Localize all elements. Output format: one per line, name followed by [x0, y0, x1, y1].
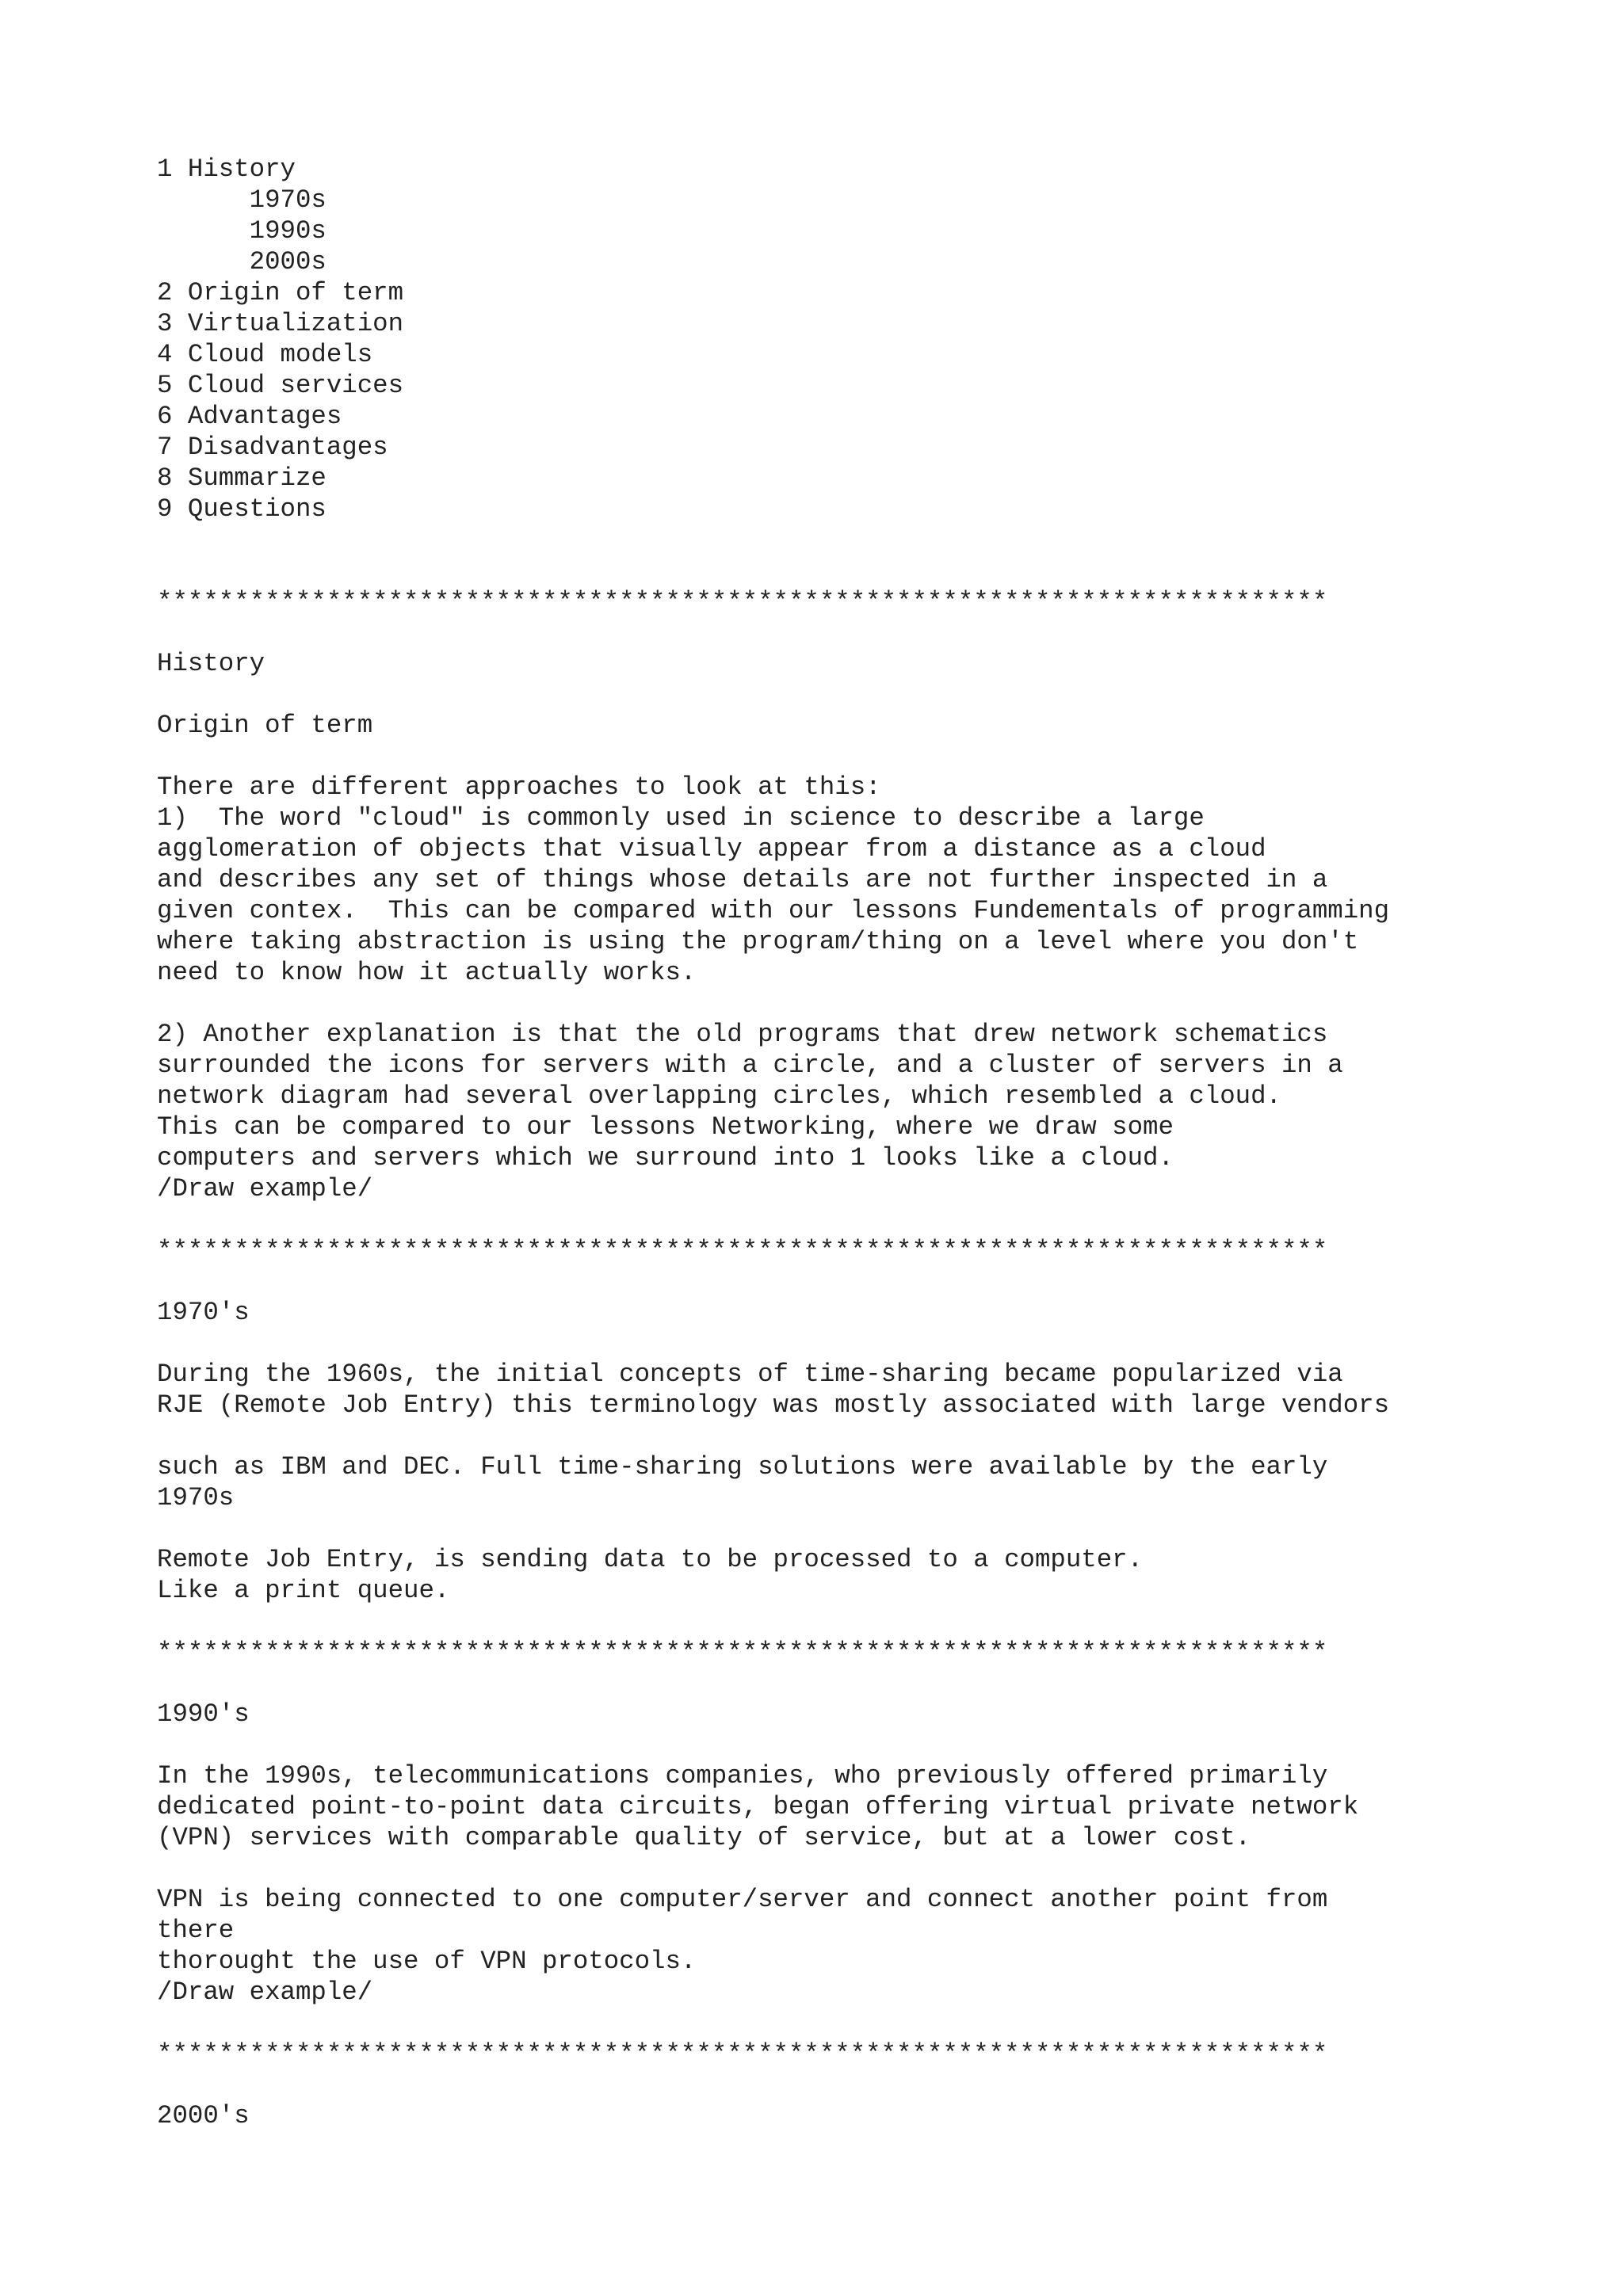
text-line: 1 History: [157, 154, 296, 184]
text-line: surrounded the icons for servers with a circle, and a cluster of servers in a: [157, 1051, 1343, 1080]
text-line: [157, 1421, 1599, 1451]
text-line: 2) Another explanation is that the old programs that drew network schematics: [157, 1020, 1328, 1049]
text-line: [157, 1328, 1599, 1359]
text-line: [157, 1606, 1599, 1637]
text-line: 6 Advantages: [157, 402, 342, 431]
text-line: 8 Summarize: [157, 463, 327, 493]
text-line: 1970s: [157, 1483, 235, 1512]
separator-line: ****************************************************************************: [157, 587, 1328, 616]
text-line: History: [157, 649, 265, 678]
separator-line: ****************************************************************************: [157, 2039, 1328, 2069]
text-line: 1970's: [157, 1298, 250, 1327]
text-line: [157, 1513, 1599, 1544]
text-line: /Draw example/: [157, 1978, 373, 2007]
text-line: /Draw example/: [157, 1174, 373, 1203]
text-line: There are different approaches to look at this:: [157, 772, 881, 802]
text-line: [157, 1204, 1599, 1235]
text-line: [157, 1266, 1599, 1297]
text-line: 1990s: [157, 216, 327, 246]
text-line: RJE (Remote Job Entry) this terminology was mostly associated with large vendors: [157, 1390, 1390, 1420]
text-line: 1) The word "cloud" is commonly used in science to describe a large: [157, 803, 1205, 833]
text-line: 1970s: [157, 185, 327, 215]
text-line: VPN is being connected to one computer/server and connect another point from: [157, 1885, 1328, 1914]
text-line: [157, 988, 1599, 1019]
text-line: Origin of term: [157, 711, 373, 740]
text-line: 2000's: [157, 2101, 250, 2130]
text-line: 2000s: [157, 247, 327, 277]
text-line: 4 Cloud models: [157, 340, 373, 369]
text-line: such as IBM and DEC. Full time-sharing solutions were available by the early: [157, 1452, 1328, 1482]
text-line: [157, 2008, 1599, 2039]
text-line: [157, 2069, 1599, 2100]
text-line: This can be compared to our lessons Networking, where we draw some: [157, 1112, 1174, 1142]
text-line: [157, 1853, 1599, 1884]
text-line: computers and servers which we surround into 1 looks like a cloud.: [157, 1143, 1174, 1173]
text-line: [157, 1730, 1599, 1760]
text-line: 3 Virtualization: [157, 309, 404, 338]
text-line: Like a print queue.: [157, 1576, 450, 1605]
text-line: 1990's: [157, 1699, 250, 1729]
text-line: dedicated point-to-point data circuits, began offering virtual private network: [157, 1792, 1359, 1821]
text-line: thorought the use of VPN protocols.: [157, 1947, 697, 1976]
text-line: Remote Job Entry, is sending data to be processed to a computer.: [157, 1545, 1144, 1574]
text-line: [157, 555, 1599, 586]
text-line: there: [157, 1916, 235, 1945]
text-line: given contex. This can be compared with our lessons Fundementals of programming: [157, 896, 1390, 925]
text-line: need to know how it actually works.: [157, 958, 697, 987]
text-line: In the 1990s, telecommunications companies, who previously offered primarily: [157, 1761, 1328, 1791]
text-line: (VPN) services with comparable quality of service, but at a lower cost.: [157, 1823, 1251, 1852]
separator-line: ****************************************************************************: [157, 1638, 1328, 1667]
text-line: network diagram had several overlapping circles, which resembled a cloud.: [157, 1081, 1281, 1111]
text-line: [157, 1668, 1599, 1699]
text-line: During the 1960s, the initial concepts of time-sharing became popularized via: [157, 1360, 1343, 1389]
text-line: where taking abstraction is using the program/thing on a level where you don't: [157, 927, 1359, 956]
text-line: 7 Disadvantages: [157, 433, 388, 462]
text-line: 9 Questions: [157, 494, 327, 524]
text-line: [157, 741, 1599, 772]
text-line: agglomeration of objects that visually appear from a distance as a cloud: [157, 834, 1266, 864]
text-line: 5 Cloud services: [157, 371, 404, 400]
text-line: [157, 617, 1599, 648]
document-body: [157, 154, 1599, 2131]
text-line: and describes any set of things whose details are not further inspected in a: [157, 865, 1328, 894]
text-line: [157, 679, 1599, 710]
separator-line: ****************************************************************************: [157, 1236, 1328, 1265]
text-line: [157, 524, 1599, 555]
text-line: 2 Origin of term: [157, 278, 404, 307]
